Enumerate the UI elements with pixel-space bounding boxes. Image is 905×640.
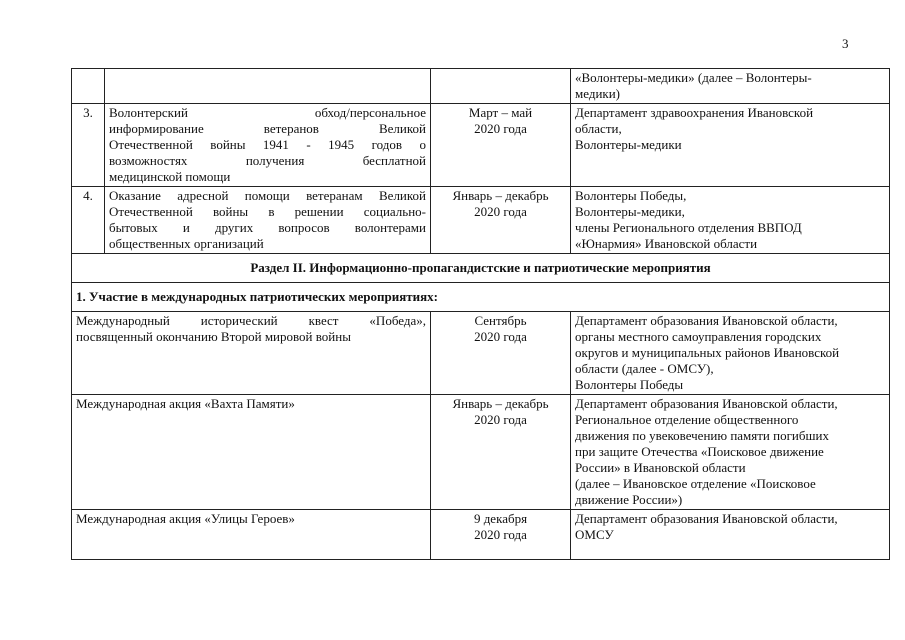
table-row xyxy=(72,69,890,104)
page-number: 3 xyxy=(842,36,849,51)
section-header-row xyxy=(72,254,890,283)
activity-line: общественных организаций xyxy=(109,236,264,251)
responsible-line: ОМСУ xyxy=(575,527,614,542)
date-line: Сентябрь xyxy=(474,313,527,328)
responsible-line: Департамент здравоохранения Ивановской xyxy=(575,105,814,120)
responsible-cell xyxy=(571,69,890,104)
events-table xyxy=(71,68,890,560)
responsible-line: Волонтеры Победы xyxy=(575,377,684,392)
number-cell xyxy=(72,69,105,104)
activity-line: возможностях получения бесплатной xyxy=(109,153,426,168)
date-line: 9 декабря xyxy=(473,511,528,526)
activity-cell xyxy=(105,187,431,254)
subsection-title: 1. Участие в международных патриотических мероприятиях: xyxy=(72,283,890,312)
date-cell xyxy=(431,395,571,510)
table-row xyxy=(72,395,890,510)
responsible-line: «Юнармия» Ивановской области xyxy=(575,236,758,251)
activity-line: информирование ветеранов Великой xyxy=(109,121,426,136)
activity-cell xyxy=(72,510,431,560)
responsible-line: России» в Ивановской области xyxy=(575,460,746,475)
section-title: Раздел II. Информационно-пропагандистские и патриотические мероприятия xyxy=(72,254,890,283)
date-line: 2020 года xyxy=(474,527,527,542)
responsible-line: при защите Отечества «Поисковое движение xyxy=(575,444,824,459)
responsible-cell xyxy=(571,187,890,254)
table-row xyxy=(72,312,890,395)
date-line: 2020 года xyxy=(474,121,527,136)
activity-line: Международный исторический квест «Победа», xyxy=(76,313,426,328)
responsible-line: движения по увековечению памяти погибших xyxy=(575,428,829,443)
table-row xyxy=(72,104,890,187)
date-cell xyxy=(431,69,571,104)
activity-line: Международная акция «Вахта Памяти» xyxy=(76,396,295,411)
activity-line: Отечественной войны 1941 - 1945 годов о xyxy=(109,137,426,152)
date-line: 2020 года xyxy=(474,329,527,344)
activity-line: бытовых и других вопросов волонтерами xyxy=(109,220,426,235)
number-cell: 3. xyxy=(72,104,105,187)
table-row xyxy=(72,510,890,560)
responsible-cell xyxy=(571,395,890,510)
responsible-line: Департамент образования Ивановской области, xyxy=(575,313,838,328)
responsible-line: округов и муниципальных районов Ивановской xyxy=(575,345,840,360)
responsible-line: Волонтеры-медики xyxy=(575,137,682,152)
responsible-line: (далее – Ивановское отделение «Поисковое xyxy=(575,476,816,491)
date-line: Март – май xyxy=(468,105,533,120)
date-cell xyxy=(431,312,571,395)
date-cell xyxy=(431,104,571,187)
responsible-cell xyxy=(571,104,890,187)
responsible-cell xyxy=(571,510,890,560)
activity-cell xyxy=(72,395,431,510)
activity-line: Отечественной войны в решении социально- xyxy=(109,204,426,219)
activity-line: медицинской помощи xyxy=(109,169,231,184)
responsible-line: области, xyxy=(575,121,622,136)
responsible-line: Волонтеры Победы, xyxy=(575,188,687,203)
responsible-line: Департамент образования Ивановской области, xyxy=(575,396,838,411)
responsible-line: Региональное отделение общественного xyxy=(575,412,799,427)
subsection-header-row xyxy=(72,283,890,312)
responsible-line: члены Регионального отделения ВВПОД xyxy=(575,220,802,235)
activity-cell xyxy=(105,69,431,104)
date-line: 2020 года xyxy=(474,412,527,427)
date-line: 2020 года xyxy=(474,204,527,219)
date-cell xyxy=(431,187,571,254)
activity-line: Международная акция «Улицы Героев» xyxy=(76,511,295,526)
activity-line: Оказание адресной помощи ветеранам Великой xyxy=(109,188,426,203)
date-line: Январь – декабрь xyxy=(452,396,549,411)
table-row xyxy=(72,187,890,254)
activity-cell xyxy=(105,104,431,187)
responsible-line: Департамент образования Ивановской области, xyxy=(575,511,838,526)
date-line: Январь – декабрь xyxy=(452,188,549,203)
responsible-line: «Волонтеры-медики» (далее – Волонтеры- xyxy=(575,70,812,85)
responsible-line: органы местного самоуправления городских xyxy=(575,329,822,344)
responsible-line: медики) xyxy=(575,86,620,101)
activity-cell xyxy=(72,312,431,395)
responsible-line: Волонтеры-медики, xyxy=(575,204,685,219)
date-cell xyxy=(431,510,571,560)
number-cell: 4. xyxy=(72,187,105,254)
responsible-cell xyxy=(571,312,890,395)
activity-line: Волонтерский обход/персональное xyxy=(109,105,426,120)
responsible-line: движение России») xyxy=(575,492,683,507)
activity-line: посвященный окончанию Второй мировой войны xyxy=(76,329,351,344)
responsible-line: области (далее - ОМСУ), xyxy=(575,361,714,376)
